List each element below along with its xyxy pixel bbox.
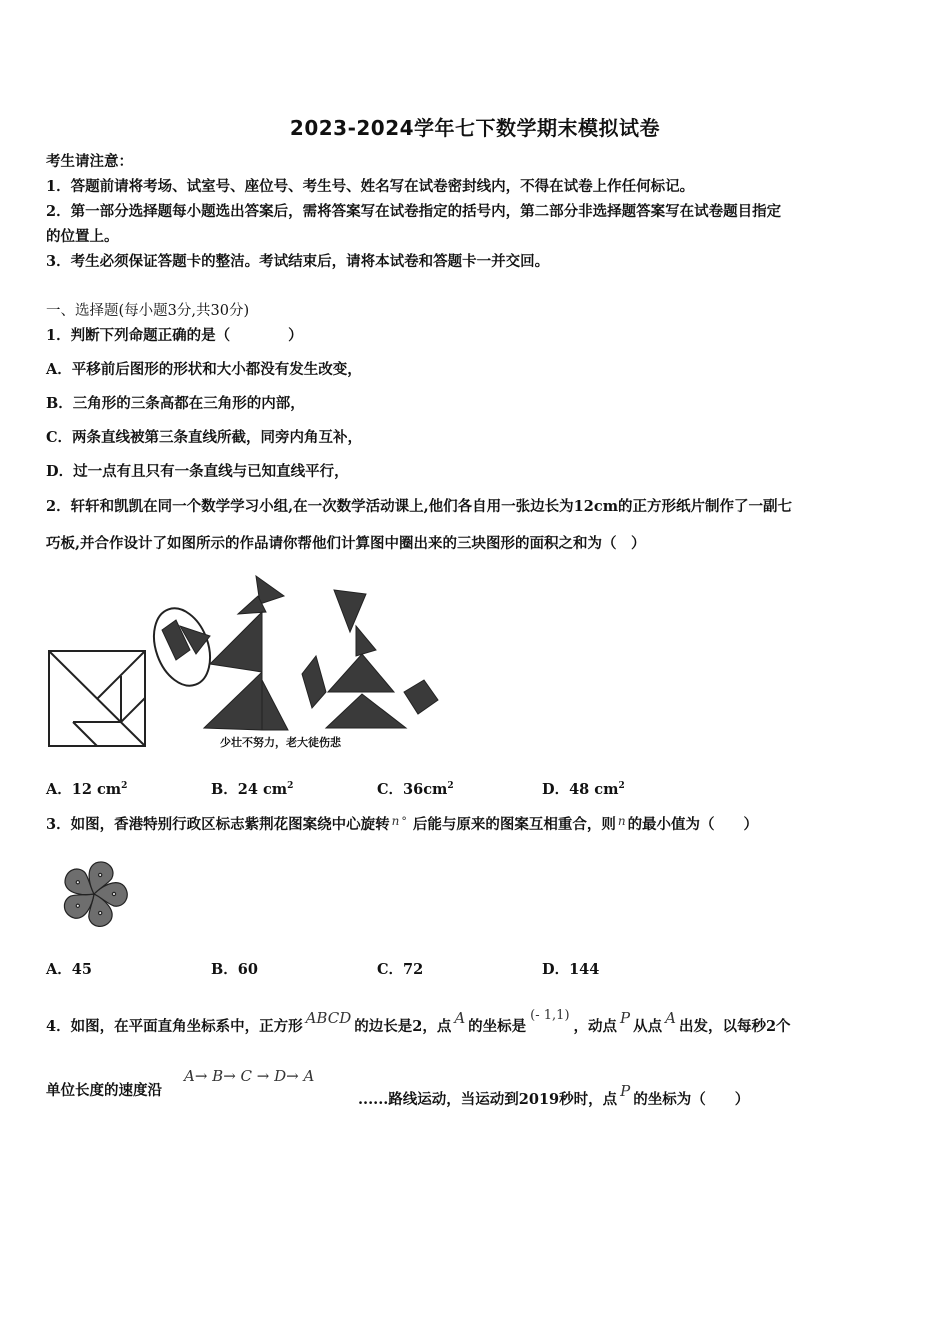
q2-option-a: A．12 $cm^2$	[46, 780, 128, 798]
notice-item-1: 1．答题前请将考场、试室号、座位号、考生号、姓名写在试卷密封线内，不得在试卷上作任何标记。	[46, 178, 695, 195]
q2-option-d: D．48 $cm^2$	[542, 780, 625, 798]
q4-line2-cont: ......路线运动，当运动到2019秒时，点 P 的坐标为（ ）	[358, 1082, 750, 1108]
q4-line1: 4．如图，在平面直角坐标系中，正方形 ABCD 的边长是2，点 A 的坐标是(- 1,1)，动点 P 从点 A 出发，以每秒2个	[46, 1008, 791, 1035]
page-title: 2023-2024学年七下数学期末模拟试卷	[289, 116, 661, 140]
q1-option-b: B．三角形的三条高都在三角形的内部，	[46, 395, 305, 412]
tangram-runner	[162, 576, 288, 730]
q1-option-d: D．过一点有且只有一条直线与已知直线平行，	[46, 463, 349, 480]
q3-option-d: D．144	[542, 961, 600, 978]
notice-heading: 考生请注意：	[46, 153, 133, 170]
q4-line2: 单位长度的速度沿	[46, 1082, 162, 1099]
tangram-figure-2	[302, 590, 438, 728]
q3-option-a: A．45	[46, 961, 92, 978]
tangram-square	[49, 651, 145, 746]
q2-option-b: B．24 $cm^2$	[211, 780, 294, 798]
q3-stem: 3．如图，香港特别行政区标志紫荆花图案绕中心旋转 $^n$ ° 后能与原来的图案互相重合，则 $^n$ 的最小值为（ ）	[46, 814, 759, 833]
q3-option-b: B．60	[211, 961, 258, 978]
notice-item-3: 3．考生必须保证答题卡的整洁。考试结束后，请将本试卷和答题卡一并交回。	[46, 253, 550, 270]
q1-option-a: A．平移前后图形的形状和大小都没有发生改变，	[46, 361, 362, 378]
q2-option-c: C．$36cm^2$	[377, 780, 454, 798]
tangram-caption: 少壮不努力，老大徒伤悲	[220, 736, 341, 749]
q2-stem-line2: 巧板,并合作设计了如图所示的作品请你帮他们计算图中圈出来的三块图形的面积之和为（ ）	[46, 535, 646, 552]
section-heading: 一、选择题(每小题3分,共30分)	[46, 303, 250, 319]
notice-item-2-cont: 的位置上。	[46, 228, 119, 245]
bauhinia-figure	[48, 848, 140, 940]
q4-path: A→ B→ C → D→ A	[184, 1067, 315, 1085]
q1-option-c: C．两条直线被第三条直线所截，同旁内角互补，	[46, 429, 363, 446]
q1-stem: 1．判断下列命题正确的是（ ）	[46, 327, 303, 344]
q2-stem-line1: 2．轩轩和凯凯在同一个数学学习小组,在一次数学活动课上,他们各自用一张边长为12cm的正方形纸片制作了一副七	[46, 498, 793, 515]
tangram-figure	[44, 568, 444, 753]
notice-item-2: 2．第一部分选择题每小题选出答案后，需将答案写在试卷指定的括号内，第二部分非选择题答案写在试卷题目指定	[46, 203, 782, 220]
q3-option-c: C．72	[377, 961, 424, 978]
